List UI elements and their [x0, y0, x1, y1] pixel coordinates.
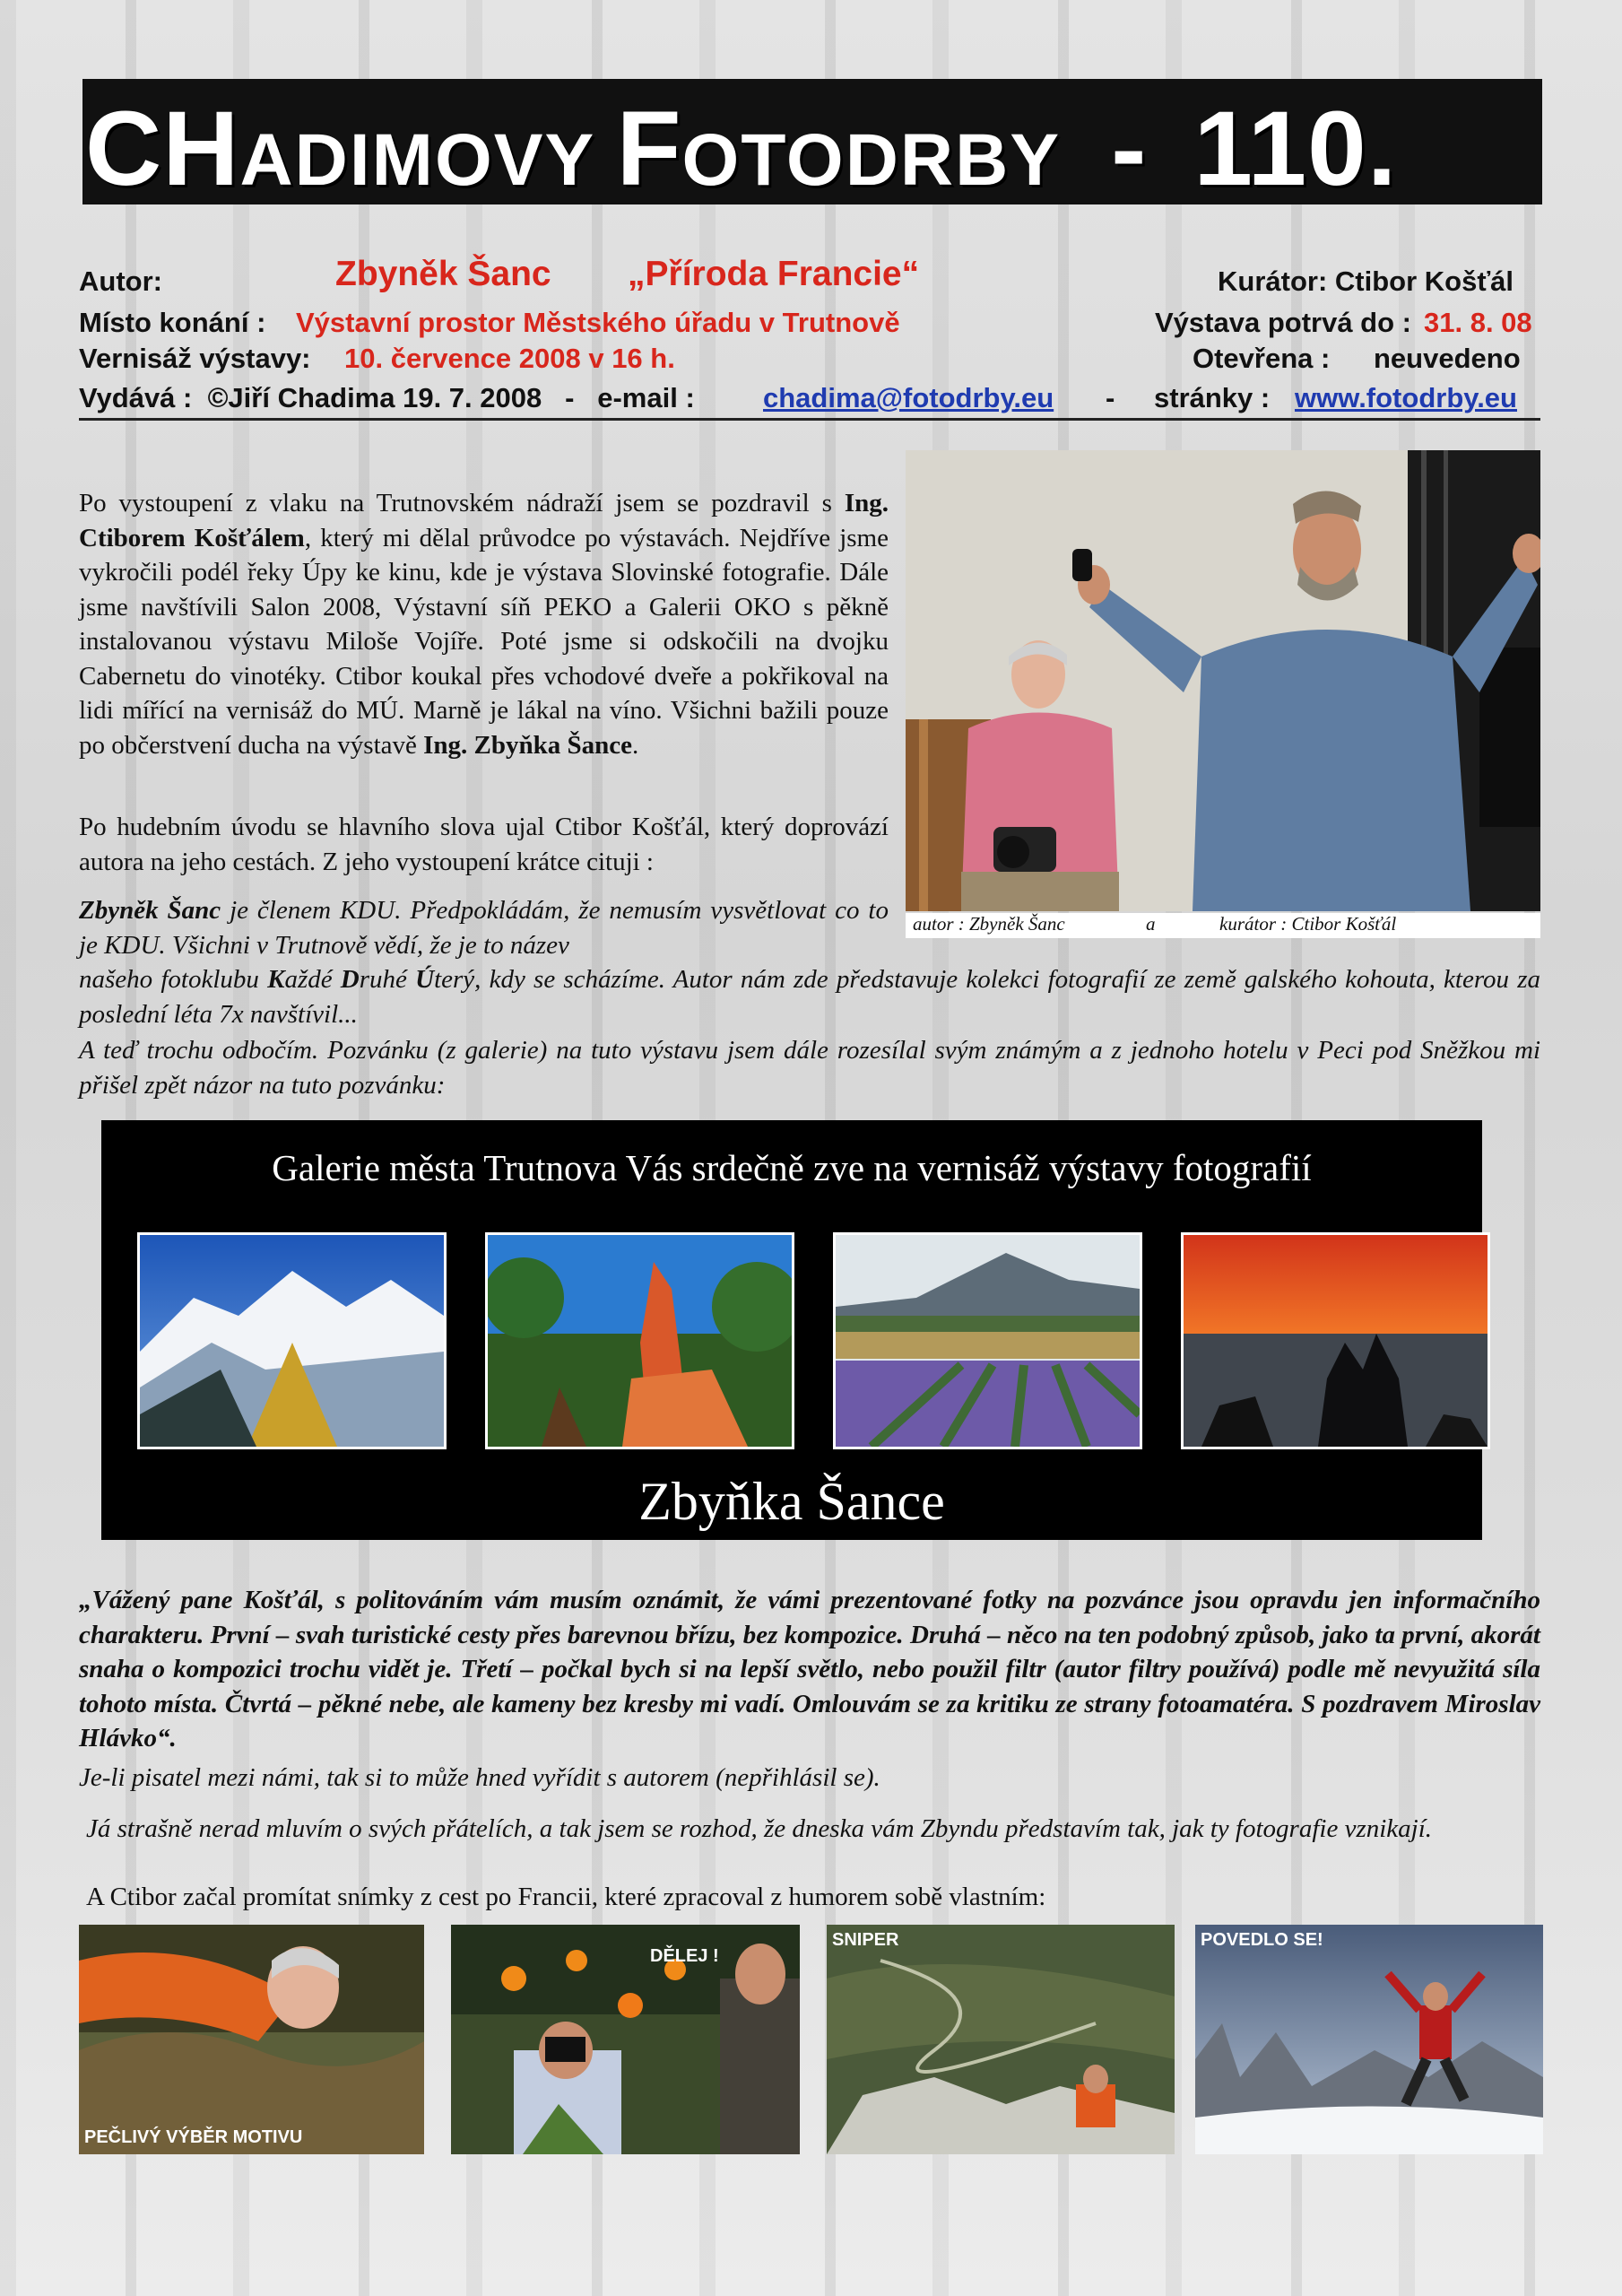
- website-link[interactable]: www.fotodrby.eu: [1295, 382, 1517, 413]
- article-paragraph-3: Zbyněk Šanc je členem KDU. Předpokládám, že nemusím vysvětlovat co to je KDU. Všichni v Trutnově vědí, že je to název: [79, 896, 889, 960]
- invitation-title: Galerie města Trutnova Vás srdečně zve na vernisáž výstavy fotografií: [272, 1147, 1312, 1188]
- author-name: Zbyněk Šanc: [335, 255, 551, 293]
- header-divider: [79, 418, 1540, 421]
- invite-photo-sunset: [1181, 1232, 1490, 1449]
- email-link[interactable]: chadima@fotodrby.eu: [763, 382, 1054, 413]
- bottom-photo-3-label: SNIPER: [832, 1930, 899, 1950]
- opening-label: Otevřena :: [1193, 343, 1331, 374]
- article-paragraph-5: Já strašně nerad mluvím o svých přátelích, a tak jsem se rozhod, že dneska vám Zbyndu představím tak, jak ty fotografie vznikají.: [86, 1814, 1433, 1843]
- vernissage-photo: [906, 450, 1540, 911]
- vernissage-value: 10. července 2008 v 16 h.: [344, 343, 675, 374]
- bottom-photo-3-image: [827, 1925, 1175, 2154]
- bottom-photo-1: [79, 1925, 424, 2154]
- critic-note: Je-li pisatel mezi námi, tak si to může hned vyřídit s autorem (nepřihlásil se).: [79, 1763, 880, 1792]
- invite-photo-red-rocks-image: [488, 1235, 792, 1447]
- caption-curator: kurátor : Ctibor Košťál: [1219, 913, 1397, 935]
- invite-photo-mountains-image: [140, 1235, 444, 1447]
- curator: Kurátor: Ctibor Košťál: [1218, 265, 1514, 297]
- separator-dash: -: [1106, 382, 1115, 413]
- bottom-photo-1-label: PEČLIVÝ VÝBĚR MOTIVU: [84, 2127, 303, 2147]
- venue-label: Místo konání :: [79, 307, 266, 338]
- invite-photo-mountains: [137, 1232, 447, 1449]
- vernissage-label: Vernisáž výstavy:: [79, 343, 311, 374]
- exhibition-title: „Příroda Francie“: [628, 255, 920, 293]
- critic-letter: „Vážený pane Košťál, s politováním vám musím oznámit, že vámi prezentované fotky na pozvánce jsou opravdu jen informačního charakteru. První – svah turistické cesty přes barevnou břízu, bez kompozice. Druhá – něco na ten podobný způsob, jako ta první, akorát snaha o kompozici trochu vidět je. Třetí – počkal bych si na lepší světlo, nebo použil filtr (autor filtry používá) podle mě nevyužitá síla tohoto místa. Čtvrtá – pěkné nebe, ale kameny bez kresby mi vadí. Omlouvám se za kritiku ze strany fotoamatéra. S pozdravem Miroslav Hlávko“.: [79, 1586, 1540, 1752]
- opening-value: neuvedeno: [1374, 343, 1521, 374]
- caption-and: a: [1146, 913, 1156, 935]
- bottom-photo-3: [827, 1925, 1175, 2154]
- vernissage-photo-image: [906, 450, 1540, 911]
- duration-label: Výstava potrvá do :: [1155, 307, 1411, 338]
- article-paragraph-2: Po hudebním úvodu se hlavního slova ujal Ctibor Košťál, který doprovází autora na jeho cestách. Z jeho vystoupení krátce cituji :: [79, 813, 889, 876]
- photo-caption: [906, 913, 1540, 938]
- article-paragraph-6: A Ctibor začal promítat snímky z cest po Francii, které zpracoval z humorem sobě vlastním:: [86, 1883, 1046, 1911]
- bottom-photo-2: [451, 1925, 800, 2154]
- venue-value: Výstavní prostor Městského úřadu v Trutnově: [296, 307, 900, 338]
- duration-value: 31. 8. 08: [1424, 307, 1532, 338]
- masthead-title: CHADIMOVY FOTODRBY - 110.: [85, 90, 1398, 208]
- article-paragraph-4: A teď trochu odbočím. Pozvánku (z galerie) na tuto výstavu jsem dále rozesílal svým známým a z jednoho hotelu v Peci pod Sněžkou mi přišel zpět názor na tuto pozvánku:: [79, 1036, 1540, 1100]
- bottom-photo-4-label: POVEDLO SE!: [1201, 1930, 1323, 1950]
- article-paragraph-1: Po vystoupení z vlaku na Trutnovském nádraží jsem se pozdravil s Ing. Ctiborem Košťálem, který mi dělal průvodce po výstavách. Nejdříve jsme vykročili podél řeky Úpy ke kinu, kde je výstava Slovinské fotografie. Dále jsme navštívili Salon 2008, Výstavní síň PEKO a Galerii OKO s pěkně instalovanou výstavu Miloše Vojíře. Poté jsme si odskočili na dvojku Cabernetu do vinotéky. Ctibor koukal přes vchodové dveře a pokřikoval na lidi mířící na vernisáž do MÚ. Marně je lákal na víno. Všichni bažili pouze po občerstvení ducha na výstavě Ing. Zbyňka Šance.: [79, 489, 889, 760]
- article-paragraph-3b: našeho fotoklubu Každé Druhé Úterý, kdy se scházíme. Autor nám zde představuje kolekci fotografií ze země galského kohouta, kterou za poslední léta 7x navštívil...: [79, 965, 1541, 1029]
- invite-photo-sunset-image: [1184, 1235, 1488, 1447]
- bottom-photo-2-image: [451, 1925, 800, 2154]
- invite-photo-lavender-image: [836, 1235, 1140, 1447]
- bottom-photo-1-image: [79, 1925, 424, 2154]
- caption-author: autor : Zbyněk Šanc: [913, 913, 1065, 935]
- bottom-photo-4-image: [1195, 1925, 1543, 2154]
- bottom-photo-4: [1195, 1925, 1543, 2154]
- invite-photo-lavender: [833, 1232, 1142, 1449]
- invite-photo-red-rocks: [485, 1232, 794, 1449]
- publisher: Vydává : ©Jiří Chadima 19. 7. 2008 - e-mail :: [79, 382, 695, 413]
- bottom-photo-2-label: DĚLEJ !: [650, 1946, 719, 1966]
- website-label: stránky :: [1154, 382, 1271, 413]
- invitation-author-name: Zbyňka Šance: [638, 1472, 945, 1531]
- autor-label: Autor:: [79, 265, 162, 297]
